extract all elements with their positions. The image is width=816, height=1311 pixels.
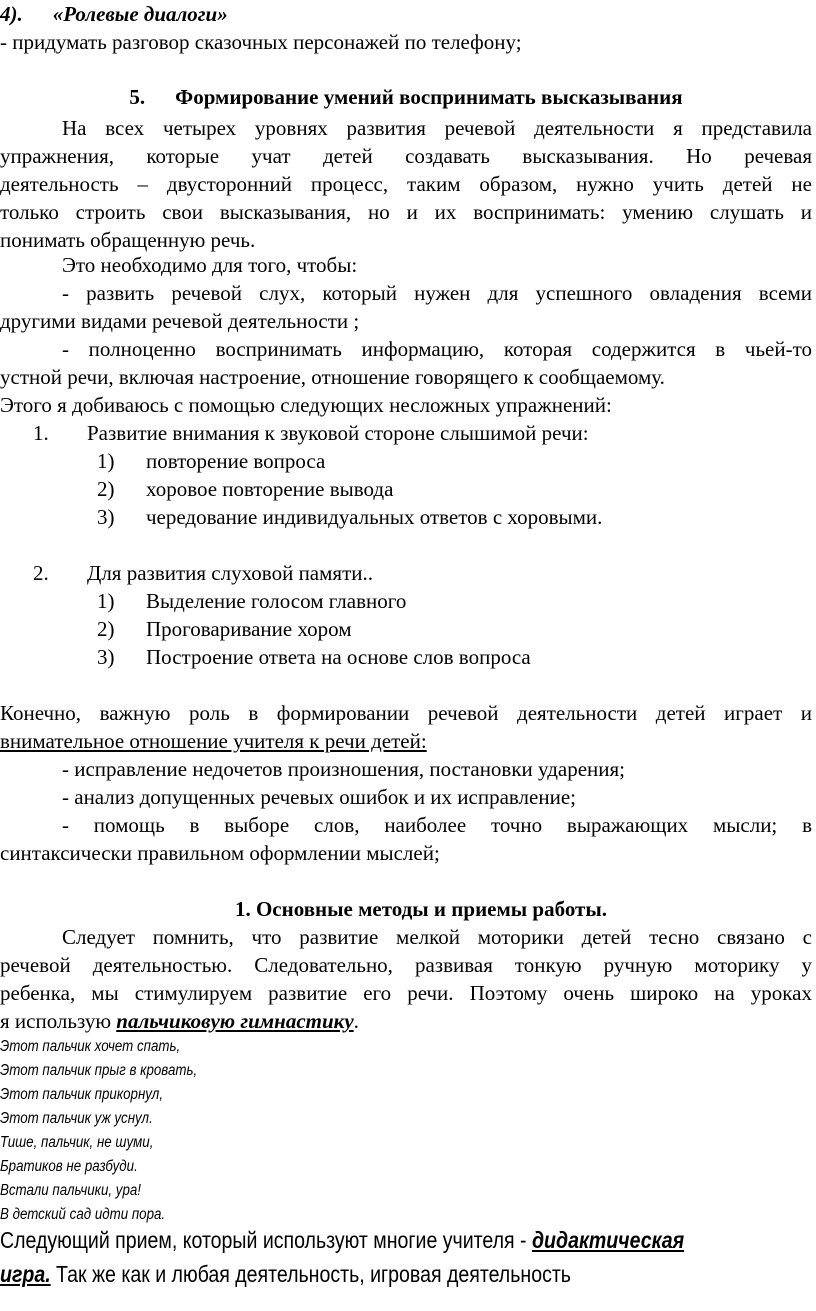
paragraph-line: [0, 1257, 571, 1291]
poem-line: Этот пальчик прыг в кровать,: [0, 1062, 198, 1079]
paragraph-line: Следует помнить, что развитие мелкой моторики детей тесно связано с: [62, 925, 812, 949]
sublist-number: 3): [97, 505, 115, 529]
paragraph-line: Конечно, важную роль в формировании речевой деятельности детей играет и: [0, 701, 812, 725]
bullet-line: - помощь в выборе слов, наиболее точно выражающих мысли; в: [62, 813, 812, 837]
bullet-line: устной речи, включая настроение, отношение говорящего к сообщаемому.: [0, 365, 665, 389]
sublist-item: [0, 475, 812, 503]
poem-line: Этот пальчик хочет спать,: [0, 1038, 181, 1055]
sublist-item: [0, 615, 812, 643]
emphasized-term: пальчиковую гимнастику: [116, 1009, 354, 1033]
roles-heading: [0, 0, 812, 28]
paragraph-line: речевой деятельностью. Следовательно, развивая тонкую ручную моторику у: [0, 953, 812, 977]
list-number: 2.: [33, 561, 49, 585]
roles-title: «Ролевые диалоги»: [52, 2, 228, 26]
sublist-number: 1): [97, 589, 115, 613]
paragraph-line: только строить свои высказывания, но и их воспринимать: умению слушать и: [0, 200, 812, 224]
sublist-item: [0, 503, 812, 531]
sublist-number: 3): [97, 645, 115, 669]
sublist-text: Проговаривание хором: [146, 617, 352, 641]
text: Следующий прием, который используют многие учителя -: [0, 1227, 532, 1253]
sublist-text: Выделение голосом главного: [146, 589, 407, 613]
paragraph-line: [0, 727, 812, 755]
text: Так же как и любая деятельность, игровая деятельность: [50, 1261, 571, 1287]
poem-line: Этот пальчик прикорнул,: [0, 1086, 164, 1103]
underlined-text: внимательное отношение учителя к речи детей:: [0, 729, 427, 753]
sublist-number: 1): [97, 449, 115, 473]
bullet-line: другими видами речевой деятельности ;: [0, 309, 360, 333]
emphasized-term: дидактическая: [531, 1227, 685, 1253]
bullet-line: - исправление недочетов произношения, постановки ударения;: [62, 757, 626, 781]
section1-heading: 1. Основные методы и приемы работы.: [234, 897, 608, 921]
list-item: [0, 559, 812, 587]
sublist-number: 2): [97, 617, 115, 641]
list-text: Для развития слуховой памяти..: [87, 561, 373, 585]
paragraph-line: [0, 1223, 684, 1257]
bullet-line: синтаксически правильном оформлении мыслей;: [0, 841, 440, 865]
emphasized-term: игра.: [0, 1261, 51, 1287]
list-item: [0, 419, 812, 447]
poem-line: Тише, пальчик, не шуми,: [0, 1134, 154, 1151]
heading-text: Формирование умений воспринимать высказывания: [175, 85, 683, 109]
sublist-item: [0, 587, 812, 615]
sublist-text: чередование индивидуальных ответов с хоровыми.: [146, 505, 603, 529]
paragraph-line: понимать обращенную речь.: [0, 228, 256, 252]
paragraph-line: На всех четырех уровнях развития речевой деятельности я представила: [62, 116, 812, 140]
paragraph-line: упражнения, которые учат детей создавать высказывания. Но речевая: [0, 144, 812, 168]
heading-number: 5.: [129, 85, 146, 109]
sublist-text: повторение вопроса: [146, 449, 326, 473]
sublist-item: [0, 447, 812, 475]
roles-item: - придумать разговор сказочных персонажей по телефону;: [0, 30, 522, 54]
sublist-text: Построение ответа на основе слов вопроса: [146, 645, 531, 669]
list-number: 1.: [33, 421, 49, 445]
bullet-line: - развить речевой слух, который нужен для успешного овладения всеми: [62, 281, 812, 305]
bullet-line: Этого я добиваюсь с помощью следующих несложных упражнений:: [0, 393, 612, 417]
text: .: [353, 1009, 359, 1033]
list-text: Развитие внимания к звуковой стороне слышимой речи:: [87, 421, 589, 445]
bullet-line: - анализ допущенных речевых ошибок и их исправление;: [62, 785, 576, 809]
paragraph-line: [0, 1007, 812, 1035]
section5-heading: [0, 83, 812, 111]
paragraph-line: деятельность – двусторонний процесс, таким образом, нужно учить детей не: [0, 172, 812, 196]
poem-line: В детский сад идти пора.: [0, 1206, 166, 1223]
poem-line: Встали пальчики, ура!: [0, 1182, 141, 1199]
text: я использую: [0, 1009, 117, 1033]
paragraph-line: Это необходимо для того, чтобы:: [62, 253, 358, 277]
poem-line: Этот пальчик уж уснул.: [0, 1110, 153, 1127]
bullet-line: - полноценно воспринимать информацию, которая содержится в чьей-то: [62, 337, 812, 361]
paragraph-line: ребенка, мы стимулируем развитие его речи. Поэтому очень широко на уроках: [0, 981, 812, 1005]
poem-line: Братиков не разбуди.: [0, 1158, 138, 1175]
sublist-number: 2): [97, 477, 115, 501]
sublist-text: хоровое повторение вывода: [146, 477, 394, 501]
sublist-item: [0, 643, 812, 671]
roles-number: 4).: [0, 2, 23, 26]
